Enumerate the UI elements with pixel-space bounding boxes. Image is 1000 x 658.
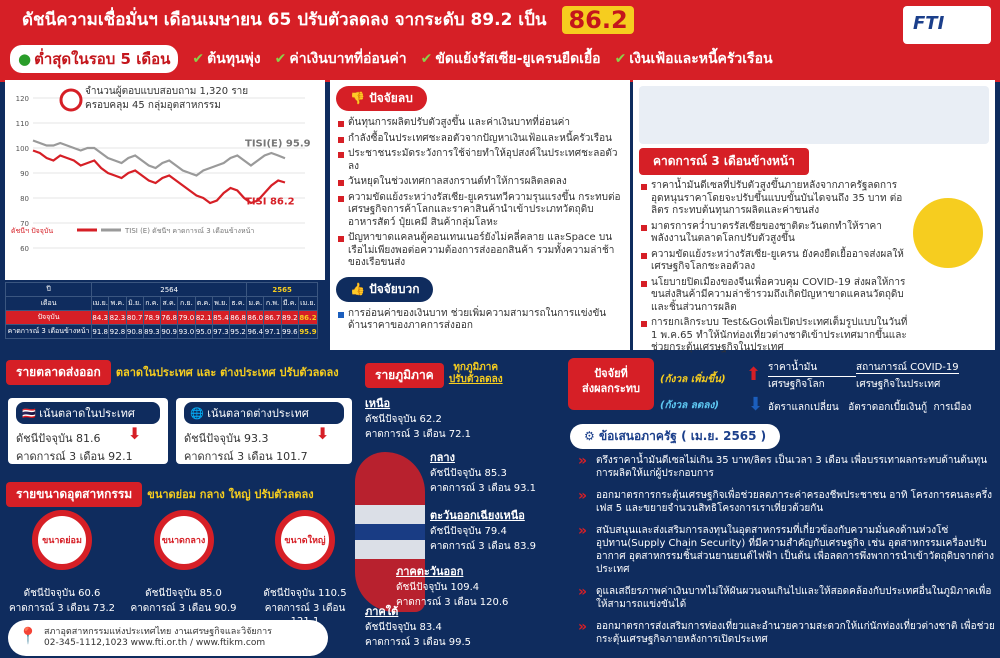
factor-interest: อัตราดอกเบี้ยเงินกู้ <box>848 402 928 413</box>
index-table <box>5 282 318 350</box>
value-cell: 78.9 <box>143 311 160 325</box>
size-circle <box>275 510 335 570</box>
factor-politics: การเมือง <box>933 402 972 413</box>
size-current: ดัชนีปัจจุบัน 85.0 <box>145 588 222 599</box>
value-cell: 82.1 <box>195 311 212 325</box>
month-cell: ก.ค. <box>143 297 160 311</box>
y-tick-label: 70 <box>20 220 29 228</box>
up-arrow-icon: ⬆ <box>746 364 762 385</box>
region-name: ภาคใต้ <box>365 605 399 618</box>
list-item: กำลังซื้อในประเทศชะลอตัวจากปัญหาเงินเฟ้อและหนี้ครัวเรือน <box>336 133 624 146</box>
size-label: ขนาดใหญ่ <box>284 536 326 546</box>
footer-org: สภาอุตสาหกรรมแห่งประเทศไทย งานเศรษฐกิจและวิจัยการ <box>44 627 273 637</box>
title-text: ดัชนีความเชื่อมั่นฯ เดือนเมษายน 65 ปรับตัวลดลง จากระดับ 89.2 เป็น <box>22 10 547 30</box>
region-sub2: ปรับตัวลดลง <box>448 374 503 385</box>
proposals-title: ข้อเสนอภาครัฐ ( เม.ย. 2565 ) <box>598 429 767 443</box>
value-cell: 90.8 <box>126 325 143 339</box>
tag-baht <box>275 48 407 70</box>
y-tick-label: 110 <box>15 120 29 128</box>
series-end-label: TISI 86.2 <box>245 196 295 208</box>
size-boxes <box>6 510 361 627</box>
size-item <box>249 510 361 627</box>
location-pin-icon: 📍 <box>18 626 38 645</box>
tag-label: ต่ำสุดในรอบ 5 เดือน <box>34 50 171 68</box>
region-name: ภาคตะวันออก <box>396 565 464 578</box>
month-cell: เม.ย. <box>298 297 317 311</box>
forecast-title: คาดการณ์ 3 เดือนข้างหน้า <box>653 154 795 168</box>
table-month-row <box>6 297 318 311</box>
region-current: ดัชนีปัจจุบัน 85.3 <box>430 468 507 479</box>
table-year-row <box>6 283 318 297</box>
year-cell: ปี <box>6 283 92 297</box>
list-item: ความขัดแย้งระหว่างรัสเซีย-ยูเครน ยังคงยืดเยื้ออาจส่งผลให้เศรษฐกิจโลกชะลอตัวลง <box>639 249 909 274</box>
fti-logo <box>903 6 991 44</box>
size-circle <box>154 510 214 570</box>
size-subtitle: ขนาดย่อม กลาง ใหญ่ ปรับตัวลดลง <box>147 488 314 501</box>
tag-conflict <box>421 48 601 70</box>
region-current: ดัชนีปัจจุบัน 62.2 <box>365 414 442 425</box>
series-end-label: TISI(E) 95.9 <box>245 138 311 150</box>
impact-title <box>568 358 654 410</box>
table-forecast-row <box>6 325 318 339</box>
chart-title-line2: ครอบคลุม 45 กลุ่มอุตสาหกรรม <box>85 100 221 111</box>
list-item: ปัญหาขาดแคลนตู้คอนเทนเนอร์ยังไม่คลี่คลาย และSpace บนเรือไม่เพียงพอต่อความต้องการส่งออกสินค้า รวมทั้งความล่าช้าของเรือขนส่ง <box>336 232 624 270</box>
tag-label: เงินเฟ้อและหนี้ครัวเรือน <box>629 51 773 67</box>
value-cell: 82.3 <box>109 311 126 325</box>
check-icon: ✔ <box>274 51 287 67</box>
list-item: วันหยุดในช่วงเทศกาลสงกรานต์ทำให้การผลิตลดลง <box>336 176 624 189</box>
legend-label: TISI (E) ดัชนีฯ คาดการณ์ 3 เดือนข้างหน้า <box>125 227 255 235</box>
size-circle <box>32 510 92 570</box>
region-name: ตะวันออกเฉียงเหนือ <box>430 509 525 522</box>
size-label: ขนาดกลาง <box>161 536 206 546</box>
down-arrow-icon: ⬇ <box>748 394 764 415</box>
proposals-badge: ⚙ ข้อเสนอภาครัฐ ( เม.ย. 2565 ) <box>570 424 780 449</box>
value-cell: 97.1 <box>264 325 281 339</box>
value-cell: 95.0 <box>195 325 212 339</box>
month-cell: เดือน <box>6 297 92 311</box>
factor-world: เศรษฐกิจโลก <box>768 379 825 390</box>
region-forecast: คาดการณ์ 3 เดือน 72.1 <box>365 429 472 440</box>
month-cell: ก.พ. <box>264 297 281 311</box>
list-item: นโยบายปิดเมืองของจีนเพื่อควบคุม COVID-19 ส่งผลให้การขนส่งสินค้ามีความล่าช้ารวมถึงเกิดปัญหาขาดแคลนวัตถุดิบและชิ้นส่วนการผลิต <box>639 277 909 315</box>
domestic-box <box>8 398 168 464</box>
check-icon: ✔ <box>192 51 205 67</box>
size-forecast: คาดการณ์ 3 เดือน 90.9 <box>130 603 237 614</box>
value-cell: 89.3 <box>143 325 160 339</box>
foreign-current: ดัชนีปัจจุบัน 93.3 <box>184 432 269 445</box>
export-title: รายตลาดส่งออก <box>6 360 111 385</box>
factors-panel <box>330 80 630 350</box>
worry-down-label: (กังวล ลดลง) <box>660 400 719 411</box>
region-name: เหนือ <box>365 397 391 410</box>
year-2564: 2564 <box>92 283 247 297</box>
down-arrow-icon: ⬇ <box>316 424 330 443</box>
size-current: ดัชนีปัจจุบัน 60.6 <box>23 588 101 599</box>
domestic-text: เน้นตลาดในประเทศ <box>39 407 135 420</box>
value-cell: 90.9 <box>161 325 178 339</box>
robot-factory-illustration <box>639 86 989 144</box>
list-item: ราคาน้ำมันดีเซลที่ปรับตัวสูงขึ้นภายหลังจากภาครัฐลดการอุดหนุนราคาโดยจะปรับขึ้นแบบขั้นบันไดจนถึง 35 บาท ต่อลิตร กระทบต้นทุนการผลิตและค่าขนส่ง <box>639 180 909 218</box>
positive-title: ปัจจัยบวก <box>369 281 420 296</box>
list-item: ความขัดแย้งระหว่างรัสเซีย-ยูเครนทวีความรุนแรงขึ้น กระทบต่อเศรษฐกิจการค้าโลกและราคาสินค้านำเข้าประเภทวัตถุดิบ อาหารสัตว์ ปุ๋ยเคมี สินค้ากลุ่มโลหะ <box>336 192 624 230</box>
list-item: » ออกมาตรการกระตุ้นเศรษฐกิจเพื่อช่วยลดภาระค่าครองชีพประชาชน อาทิ โครงการคนละครึ่งเฟส 5 และขยายจำนวนสิทธิโครงการเราเที่ยวด้วยกัน <box>578 489 996 515</box>
region-current: ดัชนีปัจจุบัน 109.4 <box>396 582 480 593</box>
region-name: กลาง <box>430 451 455 464</box>
forecast-panel <box>633 80 995 353</box>
factor-fx: อัตราแลกเปลี่ยน <box>768 402 839 413</box>
worry-up-items <box>768 360 993 393</box>
year-2565: 2565 <box>247 283 318 297</box>
value-cell: 99.6 <box>281 325 298 339</box>
value-cell: 86.0 <box>247 311 264 325</box>
chart-title: จำนวนผู้ตอบแบบสอบถาม 1,320 ราย <box>85 86 249 97</box>
export-subtitle: ตลาดในประเทศ และ ต่างประเทศ ปรับตัวลดลง <box>115 366 339 379</box>
negative-title: ปัจจัยลบ <box>369 91 413 105</box>
size-item <box>128 510 240 627</box>
month-cell: มิ.ย. <box>126 297 143 311</box>
y-tick-label: 120 <box>15 95 29 103</box>
value-cell: 92.8 <box>109 325 126 339</box>
impact-title-1: ปัจจัยที่ <box>594 367 628 380</box>
foreign-text: เน้นตลาดต่างประเทศ <box>207 407 309 420</box>
value-cell: 86.8 <box>229 311 246 325</box>
check-icon: ✔ <box>420 51 433 67</box>
value-cell: 79.0 <box>178 311 195 325</box>
region-forecast: คาดการณ์ 3 เดือน 99.5 <box>365 637 472 648</box>
list-item: ต้นทุนการผลิตปรับตัวสูงขึ้น และค่าเงินบาทที่อ่อนค่า <box>336 117 624 130</box>
dot-icon: ● <box>18 50 32 68</box>
y-tick-label: 90 <box>20 170 29 178</box>
positive-list <box>336 308 624 333</box>
value-cell: 89.2 <box>281 311 298 325</box>
row-label: ปัจจุบัน <box>6 311 92 325</box>
region-title: รายภูมิภาค <box>365 363 444 388</box>
foreign-box <box>176 398 352 464</box>
value-cell: 86.2 <box>298 311 317 325</box>
list-item: » ตรึงราคาน้ำมันดีเซลไม่เกิน 35 บาท/ลิตร เป็นเวลา 3 เดือน เพื่อบรรเทาผลกระทบด้านต้นทุนการผลิตให้แก่ผู้ประกอบการ <box>578 454 996 480</box>
down-arrow-icon: ⬇ <box>128 424 142 443</box>
value-cell: 96.4 <box>247 325 264 339</box>
value-cell: 80.7 <box>126 311 143 325</box>
proposals-header <box>570 424 780 449</box>
month-cell: พ.ย. <box>212 297 229 311</box>
value-cell: 95.9 <box>298 325 317 339</box>
y-tick-label: 100 <box>15 145 29 153</box>
month-cell: ต.ค. <box>195 297 212 311</box>
factor-oil: ราคาน้ำมัน <box>768 360 856 377</box>
month-cell: พ.ค. <box>109 297 126 311</box>
logo-text: FTI <box>913 13 945 34</box>
list-item: มาตรการคว่ำบาตรรัสเซียของชาติตะวันตกทำให้ราคาพลังงานในตลาดโลกปรับตัวสูงขึ้น <box>639 221 909 246</box>
month-cell: ก.ย. <box>178 297 195 311</box>
list-item: » ดูแลเสถียรภาพค่าเงินบาทไม่ให้ผันผวนจนเกินไปและให้สอดคล้องกับประเทศอื่นในภูมิภาคเพื่อให้สามารถแข่งขันได้ <box>578 585 996 611</box>
export-section <box>6 360 361 385</box>
forecast-badge <box>639 148 809 175</box>
size-section <box>6 482 361 507</box>
proposals-list <box>578 454 996 655</box>
list-item: » สนับสนุนและส่งเสริมการลงทุนในอุตสาหกรรมที่เกี่ยวข้องกับความมั่นคงด้านห่วงโซ่อุปทาน(Supply Chain Security) ที่มีความสำคัญกับเศรษฐกิจ เช่น อุตสาหกรรมเครื่องปรับอากาศ อุตสาหกรรมชิ้นส่วนยานยนต์ไฟฟ้า เป็นต้น เพื่อลดการพึ่งพาการนำเข้าวัตถุดิบจากต่างประเทศ <box>578 524 996 576</box>
chart-panel <box>5 80 325 280</box>
positive-badge: 👍 ปัจจัยบวก <box>336 277 433 302</box>
size-title: รายขนาดอุตสาหกรรม <box>6 482 142 507</box>
tag-cost <box>192 48 260 70</box>
foreign-label: 🌐 เน้นตลาดต่างประเทศ <box>184 402 344 424</box>
table-current-row <box>6 311 318 325</box>
list-item: การยกเลิกระบบ Test&Goเพื่อเปิดประเทศเต็มรูปแบบในวันที่ 1 พ.ค.65 ทำให้นักท่องเที่ยวต่างชาติเข้าประเทศมากขึ้นและช่วยกระตุ้นเศรษฐกิจในประเทศ <box>639 317 909 355</box>
tisi-line-chart <box>5 80 325 280</box>
worry-down-items <box>768 400 971 415</box>
value-cell: 91.8 <box>92 325 109 339</box>
region-section <box>365 362 565 388</box>
headline-tags <box>10 45 995 73</box>
tag-lowest <box>10 45 178 73</box>
oil-barrel-icon <box>913 198 983 268</box>
value-cell: 95.2 <box>229 325 246 339</box>
region-subtitle <box>449 362 503 386</box>
list-item: ประชาชนระมัดระวังการใช้จ่ายทำให้อุปสงค์ในประเทศชะลอตัวลง <box>336 148 624 173</box>
footer <box>8 620 328 656</box>
region-forecast: คาดการณ์ 3 เดือน 120.6 <box>396 597 509 608</box>
series-line <box>33 151 285 204</box>
region-sub1: ทุกภูมิภาค <box>453 362 499 373</box>
worry-up-label: (กังวล เพิ่มขึ้น) <box>660 374 726 385</box>
check-icon: ✔ <box>614 51 627 67</box>
month-cell: ธ.ค. <box>229 297 246 311</box>
value-cell: 93.0 <box>178 325 195 339</box>
value-cell: 84.3 <box>92 311 109 325</box>
size-forecast: คาดการณ์ 3 เดือน 73.2 <box>8 603 116 614</box>
month-cell: เม.ย. <box>92 297 109 311</box>
forecast-list <box>639 180 909 355</box>
month-cell: ส.ค. <box>161 297 178 311</box>
page-title <box>22 6 634 34</box>
factor-covid: สถานการณ์ COVID-19 <box>856 362 959 373</box>
index-value: 86.2 <box>562 6 633 34</box>
negative-badge: 👎 ปัจจัยลบ <box>336 86 427 111</box>
impact-title-2: ส่งผลกระทบ <box>582 382 640 396</box>
tag-label: ต้นทุนพุ่ง <box>207 51 261 67</box>
negative-list <box>336 117 624 270</box>
domestic-current: ดัชนีปัจจุบัน 81.6 <box>16 432 101 445</box>
domestic-forecast: คาดการณ์ 3 เดือน 92.1 <box>16 450 133 463</box>
month-cell: มี.ค. <box>281 297 298 311</box>
tag-inflation <box>615 48 773 70</box>
foreign-forecast: คาดการณ์ 3 เดือน 101.7 <box>184 450 308 463</box>
domestic-label: 🇹🇭 เน้นตลาดในประเทศ <box>16 402 160 424</box>
value-cell: 76.8 <box>161 311 178 325</box>
tag-label: ขัดแย้งรัสเซีย-ยูเครนยืดเยื้อ <box>435 51 601 67</box>
size-label: ขนาดย่อม <box>42 536 82 546</box>
region-forecast: คาดการณ์ 3 เดือน 83.9 <box>430 541 537 552</box>
factor-domestic: เศรษฐกิจในประเทศ <box>856 379 941 390</box>
value-cell: 86.7 <box>264 311 281 325</box>
value-cell: 97.3 <box>212 325 229 339</box>
target-icon <box>61 90 81 110</box>
region-item <box>365 394 555 442</box>
footer-contact[interactable]: 02-345-1112,1023 www.fti.or.th / www.ftikm.com <box>44 638 266 648</box>
tag-label: ค่าเงินบาทที่อ่อนค่า <box>289 51 407 67</box>
list-item: » ออกมาตรการส่งเสริมการท่องเที่ยวและอำนวยความสะดวกให้แก่นักท่องเที่ยวต่างชาติ เพื่อช่วยกระตุ้นเศรษฐกิจภายหลังการเปิดประเทศ <box>578 620 996 646</box>
value-cell: 85.4 <box>212 311 229 325</box>
size-current: ดัชนีปัจจุบัน 110.5 <box>263 588 347 599</box>
region-current: ดัชนีปัจจุบัน 79.4 <box>430 526 507 537</box>
y-tick-label: 80 <box>20 195 29 203</box>
list-item: การอ่อนค่าของเงินบาท ช่วยเพิ่มความสามารถในการแข่งขันด้านราคาของภาคการส่งออก <box>336 308 624 333</box>
region-item <box>365 602 555 650</box>
region-current: ดัชนีปัจจุบัน 83.4 <box>365 622 442 633</box>
size-forecast: คาดการณ์ 3 เดือน <box>264 603 346 614</box>
legend-label: ดัชนีฯ ปัจจุบัน <box>11 227 54 235</box>
region-forecast: คาดการณ์ 3 เดือน 93.1 <box>430 483 537 494</box>
size-item <box>6 510 118 627</box>
month-cell: ม.ค. <box>247 297 264 311</box>
y-tick-label: 60 <box>20 245 29 253</box>
row-label: คาดการณ์ 3 เดือนข้างหน้า <box>6 325 92 339</box>
